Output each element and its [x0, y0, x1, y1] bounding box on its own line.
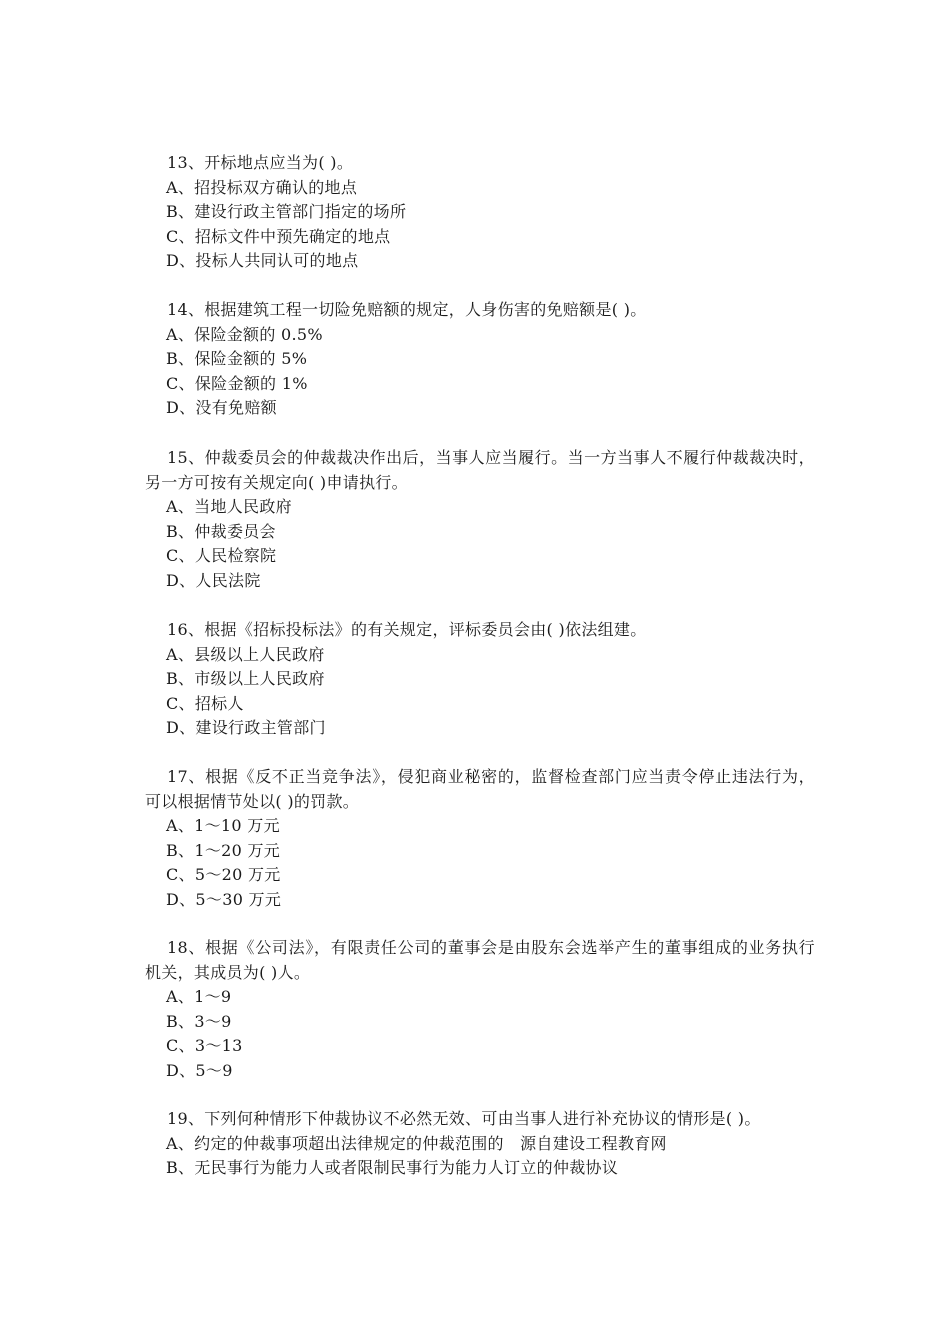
question-stem: 17、根据《反不正当竞争法》，侵犯商业秘密的，监督检查部门应当责令停止违法行为，可以根据情节处以( )的罚款。: [145, 767, 815, 811]
option-c: C、招标文件中预先确定的地点: [166, 226, 391, 246]
option-a: A、1～9: [166, 987, 232, 1006]
option-c: C、3～13: [166, 1036, 243, 1055]
option-list: [145, 323, 815, 421]
option-d: D、5～9: [166, 1060, 233, 1080]
question-13: [145, 151, 815, 274]
option-b: B、仲裁委员会: [166, 521, 276, 541]
question-stem: 15、仲裁委员会的仲裁裁决作出后，当事人应当履行。当一方当事人不履行仲裁裁决时，另一方可按有关规定向( )申请执行。: [145, 448, 815, 492]
option-list: [145, 1132, 815, 1181]
option-d: D、没有免赔额: [166, 398, 277, 417]
option-a: A、当地人民政府: [166, 497, 292, 516]
question-stem: 18、根据《公司法》，有限责任公司的董事会是由股东会选举产生的董事组成的业务执行机关，其成员为( )人。: [145, 938, 815, 982]
option-list: [145, 643, 815, 741]
option-b: B、保险金额的 5%: [166, 349, 308, 368]
question-stem: 19、下列何种情形下仲裁协议不必然无效、可由当事人进行补充协议的情形是( )。: [167, 1109, 761, 1128]
question-stem: 16、根据《招标投标法》的有关规定，评标委员会由( )依法组建。: [167, 620, 647, 639]
option-list: [145, 985, 815, 1083]
option-a: A、保险金额的 0.5%: [166, 324, 323, 344]
option-a: A、县级以上人民政府: [166, 644, 325, 664]
question-19: [145, 1107, 815, 1181]
option-c: C、保险金额的 1%: [166, 373, 308, 393]
option-b: B、1～20 万元: [166, 840, 281, 860]
option-list: [145, 495, 815, 593]
option-d: D、建设行政主管部门: [166, 718, 326, 737]
option-c: C、人民检察院: [166, 546, 277, 565]
question-16: [145, 618, 815, 741]
option-a: A、约定的仲裁事项超出法律规定的仲裁范围的 源自建设工程教育网: [166, 1133, 667, 1153]
option-list: [145, 814, 815, 912]
option-d: D、投标人共同认可的地点: [166, 251, 359, 270]
question-15: [145, 446, 815, 593]
question-17: [145, 765, 815, 912]
option-d: D、5～30 万元: [166, 889, 282, 909]
option-a: A、招投标双方确认的地点: [166, 177, 358, 197]
option-b: B、市级以上人民政府: [166, 669, 325, 688]
option-list: [145, 176, 815, 274]
question-14: [145, 298, 815, 421]
question-stem: 13、开标地点应当为( )。: [167, 153, 354, 172]
option-c: C、5～20 万元: [166, 865, 281, 884]
option-b: B、3～9: [166, 1011, 232, 1031]
option-b: B、无民事行为能力人或者限制民事行为能力人订立的仲裁协议: [166, 1158, 619, 1177]
option-b: B、建设行政主管部门指定的场所: [166, 202, 407, 221]
option-d: D、人民法院: [166, 570, 261, 590]
question-stem: 14、根据建筑工程一切险免赔额的规定，人身伤害的免赔额是( )。: [167, 300, 647, 319]
option-a: A、1～10 万元: [166, 816, 280, 835]
question-18: [145, 936, 815, 1083]
option-c: C、招标人: [166, 693, 244, 713]
